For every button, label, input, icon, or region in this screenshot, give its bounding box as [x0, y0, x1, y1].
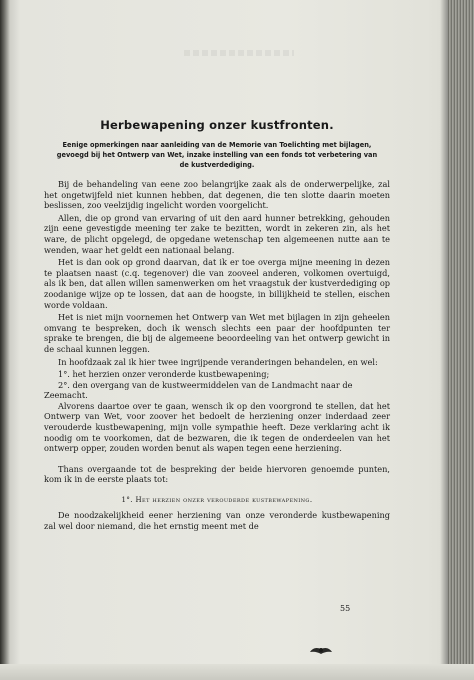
paragraph-6: Alvorens daartoe over te gaan, wensch ik op den voorgrond te stellen, dat het Ontwerp van Wet, voor zoover het bedoelt de herziening onzer inderdaad zeer verouderde kustbewapening, mijn volle sympathie heeft. Deze verklaring acht ik noodig om te voorkomen, dat de bezwaren, die ik tegen de onderdeelen van het ontwerp opper, zouden worden benut als wapen tegen eene herziening.	[44, 400, 390, 454]
article-subtitle: Eenige opmerkingen naar aanleiding van de Memorie van Toelichting met bijlagen, gevoegd bij het Ontwerp van Wet, inzake instelling van een fonds tot verbetering van de kustverdediging.	[56, 141, 378, 169]
page-content	[44, 118, 390, 533]
paragraph-2: Allen, die op grond van ervaring of uit den aard hunner betrekking, gehouden zijn eene gevestigde meening ter zake te bezitten, wordt in zekeren zin, als het ware, de plicht opgelegd, de opgedane wetenschap ten algemeenen nutte aan te wenden, waar het geldt een nationaal belang.	[44, 212, 390, 255]
page-shadow	[440, 0, 448, 680]
section-heading: 1°. Het herzien onzer verouderde kustbewapening.	[121, 496, 313, 505]
article-title: Herbewapening onzer kustfronten.	[100, 118, 334, 132]
ornament-icon	[308, 644, 334, 656]
list-item-2: 2°. den overgang van de kustweermiddelen van de Landmacht naar de Zeemacht.	[44, 379, 353, 401]
book-page-edges	[448, 0, 474, 680]
list-item-1: 1°. het herzien onzer veronderde kustbewapening;	[58, 369, 270, 380]
paragraph-3: Het is dan ook op grond daarvan, dat ik er toe overga mijne meening in dezen te plaatsen naast (c.q. tegenover) die van zooveel anderen, volkomen overtuigd, als ik ben, dat allen willen samenwerken om het vraagstuk der kustverdediging op zoodanige wijze op te lossen, dat aan de hoogste, in billijkheid te stellen, eischen worde voldaan.	[44, 257, 390, 310]
paragraph-8: De noodzakelijkheid eener herziening van onze veronderde kustbewapening zal wel door niemand, die het ernstig meent met de	[44, 510, 390, 531]
paragraph-7: Thans overgaande tot de bespreking der beide hiervoren genoemde punten, kom ik in de eerste plaats tot:	[44, 463, 390, 485]
page-bottom-edge	[0, 664, 474, 680]
paragraph-1: Bij de behandeling van eene zoo belangrijke zaak als de onderwerpelijke, zal het ongetwijfeld niet kunnen hebben, dat degenen, die ten slotte daarin moeten beslissen, zoo veelzijdig ingelicht worden voorgelicht.	[44, 179, 390, 211]
paragraph-4: Het is niet mijn voornemen het Ontwerp van Wet met bijlagen in zijn geheelen omvang te bespreken, doch ik wensch slechts een paar der hoofdpunten ter sprake te brengen, die bij de algemeene beoordeeling van het ontwerp gewicht in de schaal kunnen leggen.	[44, 312, 390, 354]
bleed-through-mark	[184, 50, 294, 56]
page-number: 55	[340, 604, 351, 613]
paragraph-5: In hoofdzaak zal ik hier twee ingrijpende veranderingen behandelen, en wel:	[58, 356, 378, 367]
